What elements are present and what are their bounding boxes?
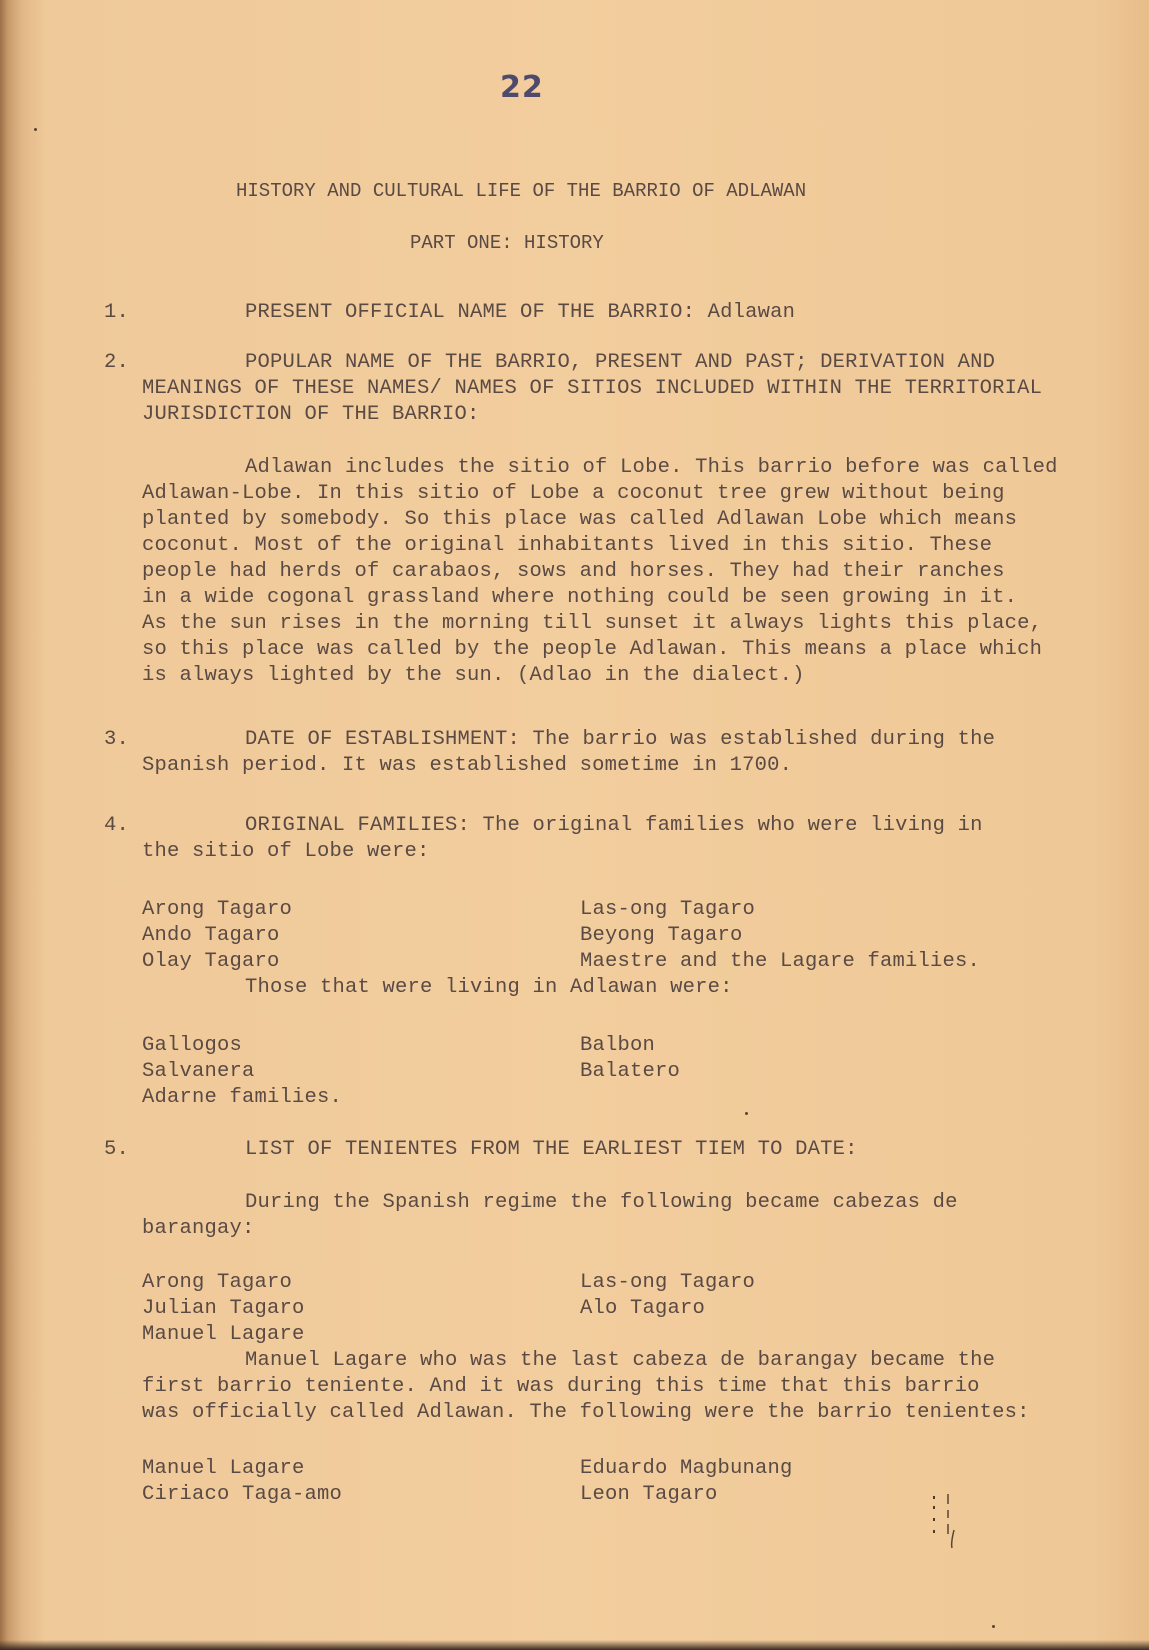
item-4-line: ORIGINAL FAMILIES: The original families who were living in	[245, 814, 983, 837]
item-5-para-line: Manuel Lagare who was the last cabeza de barangay became the	[245, 1349, 996, 1372]
cabeza-name: Alo Tagaro	[580, 1297, 706, 1320]
cabeza-name: Arong Tagaro	[142, 1271, 293, 1294]
item-3-number: 3.	[104, 728, 130, 751]
cabeza-name: Las-ong Tagaro	[580, 1271, 756, 1294]
teniente-name: Leon Tagaro	[580, 1483, 718, 1506]
item-2-heading-line: POPULAR NAME OF THE BARRIO, PRESENT AND PAST; DERIVATION AND	[245, 351, 996, 374]
item-2-body-line: Adlawan-Lobe. In this sitio of Lobe a coconut tree grew without being	[142, 482, 1005, 505]
item-2-body-line: people had herds of carabaos, sows and horses. They had their ranches	[142, 560, 1005, 583]
family-name: Balatero	[580, 1060, 681, 1083]
paper-speck	[992, 1625, 995, 1628]
item-2-heading-line: MEANINGS OF THESE NAMES/ NAMES OF SITIOS INCLUDED WITHIN THE TERRITORIAL	[142, 377, 1043, 400]
item-2-body-line: Adlawan includes the sitio of Lobe. This barrio before was called	[245, 456, 1058, 479]
pencil-mark	[928, 1490, 958, 1550]
item-3-line: Spanish period. It was established sometime in 1700.	[142, 754, 793, 777]
item-2-body-line: As the sun rises in the morning till sunset it always lights this place,	[142, 612, 1043, 635]
item-5-heading: LIST OF TENIENTES FROM THE EARLIEST TIEM TO DATE:	[245, 1138, 858, 1161]
family-name: Balbon	[580, 1034, 656, 1057]
teniente-name: Ciriaco Taga-amo	[142, 1483, 343, 1506]
item-3-line: DATE OF ESTABLISHMENT: The barrio was established during the	[245, 728, 996, 751]
item-2-body-line: planted by somebody. So this place was called Adlawan Lobe which means	[142, 508, 1018, 531]
family-name: Las-ong Tagaro	[580, 898, 756, 921]
family-name: Olay Tagaro	[142, 950, 280, 973]
page-number: 22	[500, 70, 544, 105]
paper-speck	[34, 128, 37, 131]
item-2-body-line: is always lighted by the sun. (Adlao in the dialect.)	[142, 664, 805, 687]
teniente-name: Eduardo Magbunang	[580, 1457, 793, 1480]
part-heading: PART ONE: HISTORY	[410, 232, 604, 254]
cabeza-name: Julian Tagaro	[142, 1297, 305, 1320]
family-name: Adarne families.	[142, 1086, 343, 1109]
item-1-number: 1.	[104, 301, 130, 324]
item-2-body-line: coconut. Most of the original inhabitants lived in this sitio. These	[142, 534, 993, 557]
family-name: Gallogos	[142, 1034, 243, 1057]
item-2-body-line: so this place was called by the people Adlawan. This means a place which	[142, 638, 1043, 661]
item-5-intro-line: barangay:	[142, 1217, 255, 1240]
item-5-para-line: first barrio teniente. And it was during this time that this barrio	[142, 1375, 980, 1398]
document-title: HISTORY AND CULTURAL LIFE OF THE BARRIO OF ADLAWAN	[236, 180, 807, 202]
item-4-number: 4.	[104, 814, 130, 837]
teniente-name: Manuel Lagare	[142, 1457, 305, 1480]
item-1-heading: PRESENT OFFICIAL NAME OF THE BARRIO: Adlawan	[245, 301, 796, 324]
adlawan-families-intro: Those that were living in Adlawan were:	[245, 976, 733, 999]
item-2-heading-line: JURISDICTION OF THE BARRIO:	[142, 403, 480, 426]
cabeza-name: Manuel Lagare	[142, 1323, 305, 1346]
family-name: Arong Tagaro	[142, 898, 293, 921]
item-2-body-line: in a wide cogonal grassland where nothing could be seen growing in it.	[142, 586, 1018, 609]
family-name: Maestre and the Lagare families.	[580, 950, 981, 973]
family-name: Beyong Tagaro	[580, 924, 743, 947]
family-name: Salvanera	[142, 1060, 255, 1083]
item-2-number: 2.	[104, 351, 130, 374]
paper-speck	[745, 1112, 748, 1115]
family-name: Ando Tagaro	[142, 924, 280, 947]
item-4-line: the sitio of Lobe were:	[142, 840, 430, 863]
item-5-intro-line: During the Spanish regime the following became cabezas de	[245, 1191, 958, 1214]
item-5-para-line: was officially called Adlawan. The following were the barrio tenientes:	[142, 1401, 1030, 1424]
item-5-number: 5.	[104, 1138, 130, 1161]
